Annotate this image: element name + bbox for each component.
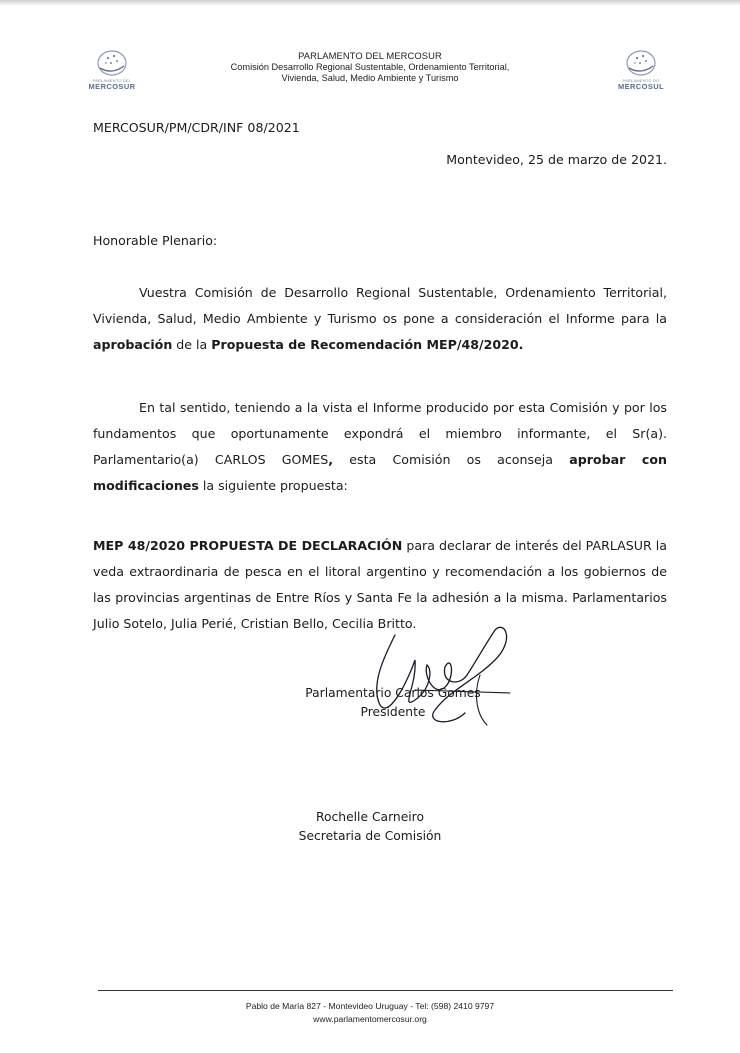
letterhead-org: PARLAMENTO DEL MERCOSUR (298, 50, 442, 61)
para2-text1: En tal sentido, teniendo a la vista el Informe producido por esta Comisión y por los fundamentos que oportunamente expondrá el miembro informante, el Sr(a). Parlamentario(a) CARLOS GOMES (93, 400, 667, 467)
letterhead-commission-line1: Comisión Desarrollo Regional Sustentable, Ordenamiento Territorial, (230, 61, 510, 72)
document-date: Montevideo, 25 de marzo de 2021. (446, 152, 667, 167)
paragraph-1 (93, 280, 667, 358)
footer-address: Pablo de María 827 - Montevideo Uruguay - Tel: (598) 2410 9797 (245, 1001, 495, 1011)
greeting: Honorable Plenario: (93, 233, 218, 248)
signatory-role: Presidente (360, 705, 426, 719)
logo-left-line2: MERCOSUR (88, 82, 136, 91)
stars-circle-icon (624, 48, 658, 78)
stars-circle-icon (95, 48, 129, 78)
para2-bold2: aprobar con modificaciones (93, 452, 667, 493)
document-reference: MERCOSUR/PM/CDR/INF 08/2021 (93, 120, 300, 135)
footer-website: www.parlamentomercosur.org (313, 1014, 427, 1024)
para3-text1: para declarar de interés del PARLASUR la veda extraordinaria de pesca en el litoral argentino y recomendación a los gobiernos de las provincias argentinas de Entre Ríos y Santa Fe la adhesión a la misma. Parlamentarios Julio Sotelo, Julia Perié, Cristian Bello, Cecilia Britto. (93, 538, 668, 631)
letterhead (200, 50, 540, 85)
para2-text3: la siguiente propuesta: (198, 478, 348, 493)
signatory-name: Parlamentario Carlos Gomes (305, 686, 481, 700)
paragraph-2 (93, 395, 667, 499)
para3-bold1: MEP 48/2020 PROPUESTA DE DECLARACIÓN (93, 538, 403, 553)
para2-text2: esta Comisión os aconseja (333, 452, 570, 467)
signatory-block (298, 684, 488, 722)
scan-edge (0, 0, 740, 6)
para1-text2: de la (172, 337, 212, 352)
secretary-role: Secretaria de Comisión (298, 829, 442, 843)
logo-right-line2: MERCOSUL (617, 82, 665, 91)
logo-left-line1: PARLAMENTO DEL (92, 78, 132, 83)
para1-text1: Vuestra Comisión de Desarrollo Regional Sustentable, Ordenamiento Territorial, Vivienda, Salud, Medio Ambiente y Turismo os pone a consideración el Informe para la (93, 285, 667, 326)
para1-bold1: aprobación (93, 337, 173, 352)
logo-right-line1: PARLAMENTO DO (622, 78, 660, 83)
secretary-block (290, 808, 450, 846)
para1-bold2: Propuesta de Recomendación MEP/48/2020. (211, 337, 524, 352)
secretary-name: Rochelle Carneiro (316, 810, 424, 824)
para2-bold1: , (328, 452, 334, 467)
logo-parlamento-mercosul (611, 48, 671, 91)
footer (200, 1000, 540, 1026)
footer-divider (98, 990, 673, 991)
letterhead-commission-line2: Vivienda, Salud, Medio Ambiente y Turismo (281, 73, 459, 83)
logo-parlamento-mercosur (82, 48, 142, 91)
